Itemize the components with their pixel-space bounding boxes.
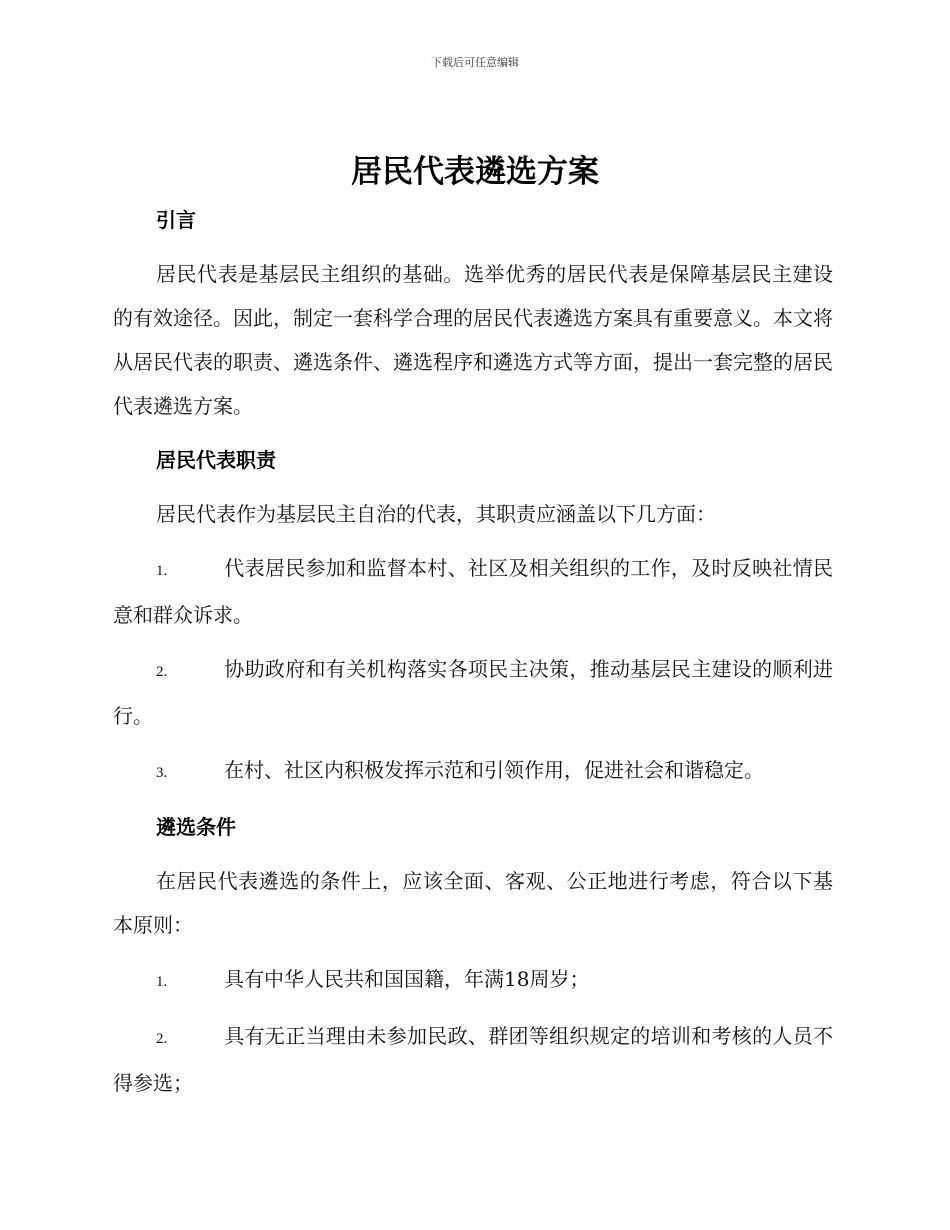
section-heading-duties: 居民代表职责 [156, 448, 276, 472]
duties-list-item [113, 647, 833, 738]
list-item-number: 3. [156, 765, 168, 781]
document-title: 居民代表遴选方案 [351, 154, 599, 190]
list-item-number: 2. [156, 1031, 168, 1047]
list-item-number: 1. [156, 974, 168, 990]
duties-list-item [113, 546, 833, 637]
criteria-list-item [113, 1014, 833, 1105]
list-item-text: 代表居民参加和监督本村、社区及相关组织的工作，及时反映社情民意和群众诉求。 [113, 556, 833, 627]
duties-paragraph: 居民代表作为基层民主自治的代表，其职责应涵盖以下几方面： [156, 502, 716, 526]
list-item-text: 具有无正当理由未参加民政、群团等组织规定的培训和考核的人员不得参选； [113, 1024, 833, 1095]
list-item-number: 1. [156, 563, 168, 579]
criteria-list-item [113, 957, 833, 1004]
list-item-text: 协助政府和有关机构落实各项民主决策，推动基层民主建设的顺利进行。 [113, 657, 833, 728]
document-body [113, 198, 833, 1115]
section-heading-criteria: 遴选条件 [156, 815, 236, 839]
intro-paragraph: 居民代表是基层民主组织的基础。选举优秀的居民代表是保障基层民主建设的有效途径。因此，制定一套科学合理的居民代表遴选方案具有重要意义。本文将从居民代表的职责、遴选条件、遴选程序和遴选方式等方面，提出一套完整的居民代表遴选方案。 [113, 262, 833, 418]
list-item-number: 2. [156, 664, 168, 680]
duties-list-item [113, 748, 833, 795]
criteria-paragraph: 在居民代表遴选的条件上，应该全面、客观、公正地进行考虑，符合以下基本原则： [113, 869, 833, 937]
page-header-note: 下载后可任意编辑 [431, 56, 519, 69]
list-item-text: 在村、社区内积极发挥示范和引领作用，促进社会和谐稳定。 [224, 758, 764, 782]
section-heading-intro: 引言 [156, 208, 196, 232]
list-item-text: 具有中华人民共和国国籍，年满18周岁； [224, 967, 590, 991]
